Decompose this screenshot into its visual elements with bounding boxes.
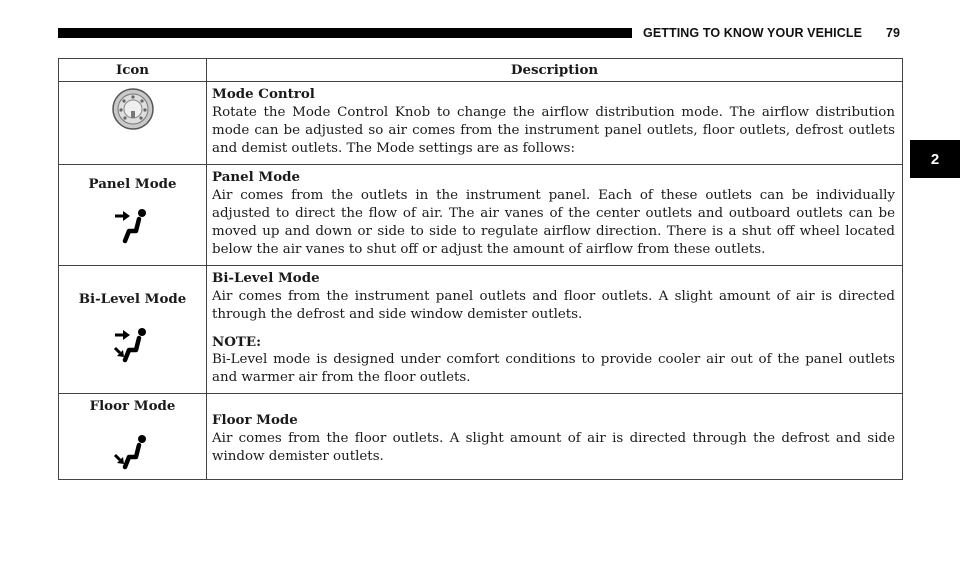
row-title: Bi-Level Mode xyxy=(212,270,320,286)
table-row xyxy=(59,82,903,165)
icon-cell xyxy=(59,394,207,480)
table-row xyxy=(59,266,903,394)
row-text: Air comes from the outlets in the instrument panel. Each of these outlets can be individually adjusted to direct the flow of air. The air vanes of the center outlets and outboard outlets can be moved up and down or side to side to regulate airflow direction. There is a shut off wheel located below the air vanes to shut off or adjust the amount of airflow from these outlets. xyxy=(212,188,895,257)
page-number: 79 xyxy=(886,26,900,40)
table-header-row xyxy=(59,59,903,82)
mode-control-knob-icon xyxy=(111,87,155,131)
row-title: Panel Mode xyxy=(212,169,301,185)
icon-cell xyxy=(59,165,207,266)
floor-mode-icon xyxy=(113,433,153,471)
row-text: Air comes from the floor outlets. A slight amount of air is directed through the defrost and side window demister outlets. xyxy=(212,431,895,464)
description-cell xyxy=(207,82,903,165)
table-row xyxy=(59,394,903,480)
icon-cell xyxy=(59,266,207,394)
header-rule xyxy=(58,28,632,38)
description-cell xyxy=(207,266,903,394)
row-text: Air comes from the instrument panel outlets and floor outlets. A slight amount of air is directed through the defrost and side window demister outlets. xyxy=(212,289,895,322)
chapter-tab: 2 xyxy=(910,140,960,178)
row-title: Mode Control xyxy=(212,86,315,102)
table-row xyxy=(59,165,903,266)
row-title: Floor Mode xyxy=(212,412,298,428)
icon-cell xyxy=(59,82,207,165)
note-text: Bi-Level mode is designed under comfort conditions to provide cooler air out of the panel outlets and warmer air from the floor outlets. xyxy=(212,352,895,385)
note-title: NOTE: xyxy=(212,334,262,350)
row-text: Rotate the Mode Control Knob to change the airflow distribution mode. The airflow distribution mode can be adjusted so air comes from the instrument panel outlets, floor outlets, defrost outlets and demist outlets. The Mode settings are as follows: xyxy=(212,105,895,156)
panel-mode-icon xyxy=(113,207,153,245)
column-header-description: Description xyxy=(207,59,903,82)
page-header-title: GETTING TO KNOW YOUR VEHICLE xyxy=(643,26,863,40)
description-cell xyxy=(207,165,903,266)
icon-label: Bi-Level Mode xyxy=(78,291,187,307)
description-cell xyxy=(207,394,903,480)
icon-label: Panel Mode xyxy=(88,176,177,192)
mode-table xyxy=(58,58,903,480)
column-header-icon: Icon xyxy=(59,59,207,82)
icon-label: Floor Mode xyxy=(89,398,176,414)
bi-level-mode-icon xyxy=(113,326,153,364)
